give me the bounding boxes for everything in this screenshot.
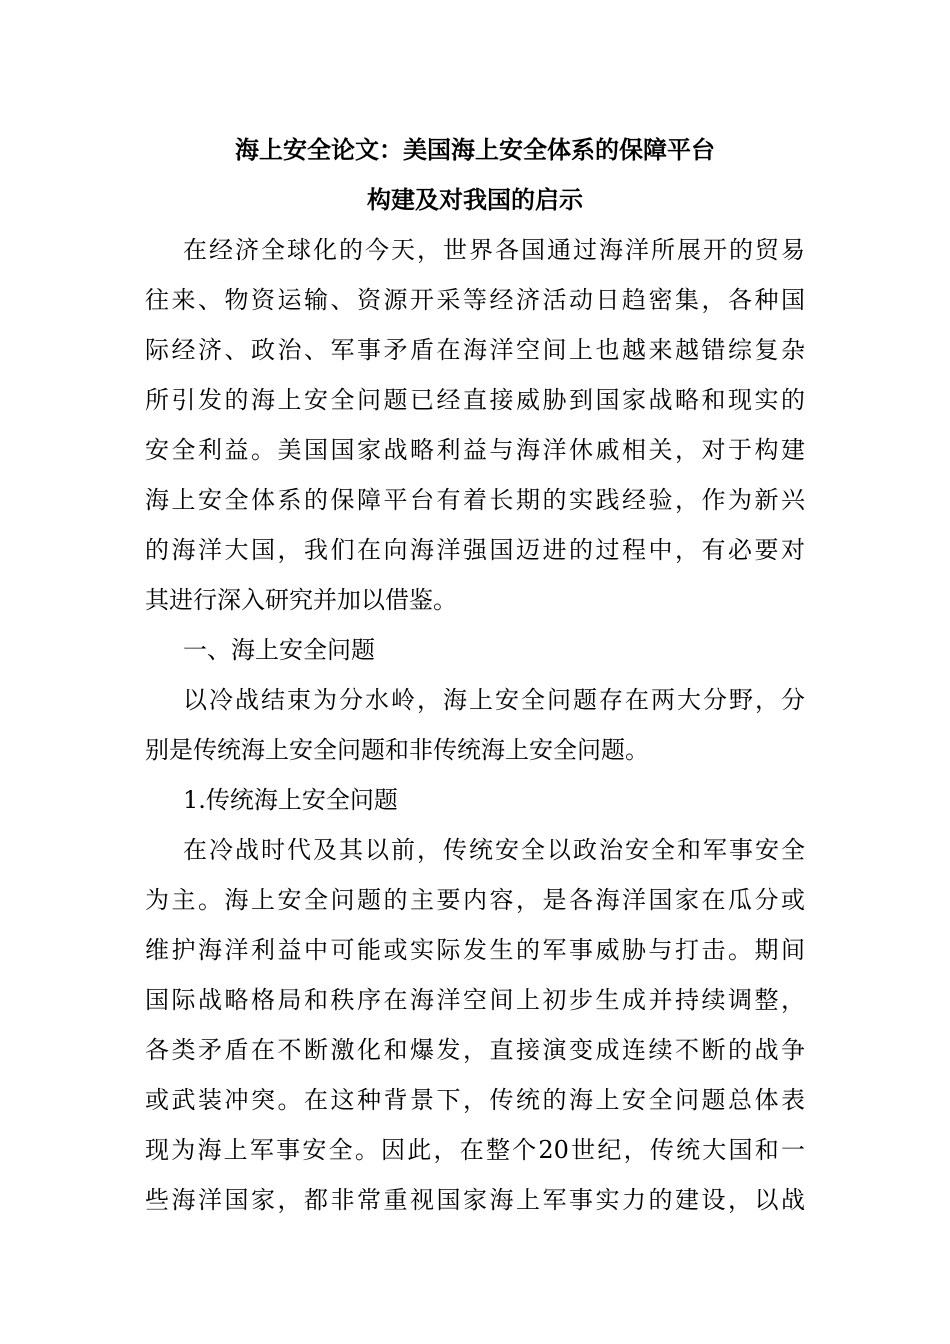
paragraph-line: 别是传统海上安全问题和非传统海上安全问题。 — [145, 736, 649, 764]
paragraph-line: 往来、物资运输、资源开采等经济活动日趋密集，各种国 — [145, 286, 805, 314]
paragraph-line: 海上安全体系的保障平台有着长期的实践经验，作为新兴 — [145, 486, 805, 514]
paragraph-line: 在经济全球化的今天，世界各国通过海洋所展开的贸易 — [183, 236, 805, 264]
document-title-line-1: 海上安全论文：美国海上安全体系的保障平台 — [235, 135, 715, 164]
paragraph-line: 在冷战时代及其以前，传统安全以政治安全和军事安全 — [183, 836, 805, 864]
paragraph-line: 些海洋国家，都非常重视国家海上军事实力的建设，以战 — [145, 1186, 805, 1214]
section-heading: 一、海上安全问题 — [183, 636, 375, 664]
paragraph-line: 维护海洋利益中可能或实际发生的军事威胁与打击。期间 — [145, 936, 805, 964]
paragraph-line: 国际战略格局和秩序在海洋空间上初步生成并持续调整， — [145, 986, 805, 1014]
paragraph-line: 际经济、政治、军事矛盾在海洋空间上也越来越错综复杂 — [145, 336, 805, 364]
paragraph-line: 为主。海上安全问题的主要内容，是各海洋国家在瓜分或 — [145, 886, 805, 914]
paragraph-line: 或武装冲突。在这种背景下，传统的海上安全问题总体表 — [145, 1086, 805, 1114]
paragraph-line: 各类矛盾在不断激化和爆发，直接演变成连续不断的战争 — [145, 1036, 805, 1064]
document-title-line-2: 构建及对我国的启示 — [367, 185, 583, 214]
subsection-heading: 1.传统海上安全问题 — [183, 786, 398, 814]
paragraph-line: 的海洋大国，我们在向海洋强国迈进的过程中，有必要对 — [145, 536, 805, 564]
paragraph-line: 所引发的海上安全问题已经直接威胁到国家战略和现实的 — [145, 386, 805, 414]
paragraph-line: 现为海上军事安全。因此，在整个20世纪，传统大国和一 — [145, 1136, 805, 1164]
paragraph-line: 以冷战结束为分水岭，海上安全问题存在两大分野，分 — [183, 686, 805, 714]
paragraph-line: 安全利益。美国国家战略利益与海洋休戚相关，对于构建 — [145, 436, 805, 464]
paragraph-line: 其进行深入研究并加以借鉴。 — [145, 586, 457, 614]
